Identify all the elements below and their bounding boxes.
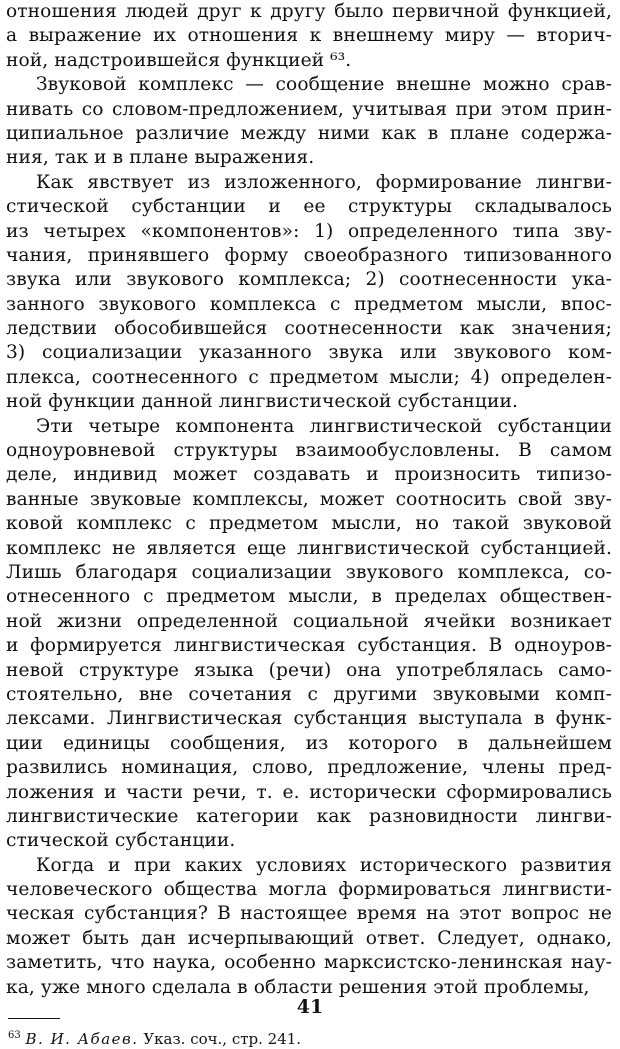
text-line: а выражение их отношения к внешнему миру — вторич- xyxy=(6,25,612,47)
text-line: стической субстанции и ее структуры складывалось xyxy=(6,196,612,218)
text-line: отнесенного с предметом мысли, в пределах обществен- xyxy=(6,586,612,608)
text-line: ной функции данной лингвистической субстанции. xyxy=(6,391,518,413)
text-line: человеческого общества могла формироваться лингвисти- xyxy=(6,879,612,901)
text-line: Как явствует из изложенного, формирование лингви- xyxy=(36,171,612,193)
text-line: лингвистические категории как разновидности лингви- xyxy=(6,805,612,827)
text-line: и формируется лингвистическая субстанция. В одноуров- xyxy=(6,635,612,657)
text-line: заметить, что наука, особенно марксистско-ленинская нау- xyxy=(6,952,612,974)
text-line: одноуровневой структуры взаимообусловлены. В самом xyxy=(6,440,612,462)
text-line: чания, принявшего форму своеобразного типизованного xyxy=(6,244,612,266)
paragraph xyxy=(6,0,612,73)
page-number: 41 xyxy=(296,996,324,1018)
text-line: ванные звуковые комплексы, может соотносить свой зву- xyxy=(6,488,612,510)
text-line: ковой комплекс с предметом мысли, но такой звуковой xyxy=(6,513,612,535)
text-line: звука или звукового комплекса; 2) соотнесенности ука- xyxy=(6,269,612,291)
text-line: плекса, соотнесенного с предметом мысли; 4) определен- xyxy=(6,366,612,388)
text-line: Звуковой комплекс — сообщение внешне можно срав- xyxy=(36,74,612,96)
body-text xyxy=(6,0,612,1000)
text-line: лексами. Лингвистическая субстанция выступала в функ- xyxy=(6,708,612,730)
text-line: развились номинация, слово, предложение, члены пред- xyxy=(6,757,612,779)
text-line: Лишь благодаря социализации звукового комплекса, со- xyxy=(6,561,612,583)
text-line: Когда и при каких условиях исторического развития xyxy=(36,854,612,876)
text-line: ной жизни определенной социальной ячейки возникает xyxy=(6,610,612,632)
paragraph xyxy=(6,171,612,415)
text-line: может быть дан исчерпывающий ответ. Следует, однако, xyxy=(6,927,612,949)
text-line: ка, уже много сделала в области решения этой проблемы, xyxy=(6,976,590,998)
text-line: комплекс не является еще лингвистической субстанцией. xyxy=(6,537,612,559)
text-line: невой структуре языка (речи) она употреблялась само- xyxy=(6,659,612,681)
footnote-author: В. И. Абаев. xyxy=(25,1030,139,1049)
footnote-divider xyxy=(8,1018,60,1019)
paragraph xyxy=(6,73,612,171)
footnote xyxy=(6,1029,612,1049)
text-line: 3) социализации указанного звука или звукового ком- xyxy=(6,342,612,364)
text-line: отношения людей друг к другу было первичной функцией, xyxy=(6,1,612,22)
paragraph xyxy=(6,415,612,854)
paragraph xyxy=(6,854,612,1000)
text-line: ной, надстроившейся функцией ⁶³. xyxy=(6,49,352,71)
footnote-marker: 63 xyxy=(8,1030,21,1042)
text-line: ции единицы сообщения, из которого в дальнейшем xyxy=(6,732,612,754)
text-line: деле, индивид может создавать и произносить типизо- xyxy=(6,464,612,486)
text-line: занного звукового комплекса с предметом мысли, впос- xyxy=(6,293,612,315)
text-line: ния, так и в плане выражения. xyxy=(6,147,315,169)
text-line: из четырех «компонентов»: 1) определенного типа зву- xyxy=(6,220,612,242)
text-line: ледствии обособившейся соотнесенности как значения; xyxy=(6,318,612,340)
text-line: ципиальное различие между ними как в плане содержа- xyxy=(6,122,612,144)
text-line: Эти четыре компонента лингвистической субстанции xyxy=(36,415,612,437)
text-line: ложения и части речи, т. е. исторически сформировались xyxy=(6,781,612,803)
text-line: нивать со словом-предложением, учитывая при этом прин- xyxy=(6,98,612,120)
text-line: стической субстанции. xyxy=(6,830,236,852)
footnote-text: Указ. соч., стр. 241. xyxy=(143,1030,302,1049)
text-line: ческая субстанция? В настоящее время на этот вопрос не xyxy=(6,903,612,925)
text-line: стоятельно, вне сочетания с другими звуковыми комп- xyxy=(6,683,612,705)
